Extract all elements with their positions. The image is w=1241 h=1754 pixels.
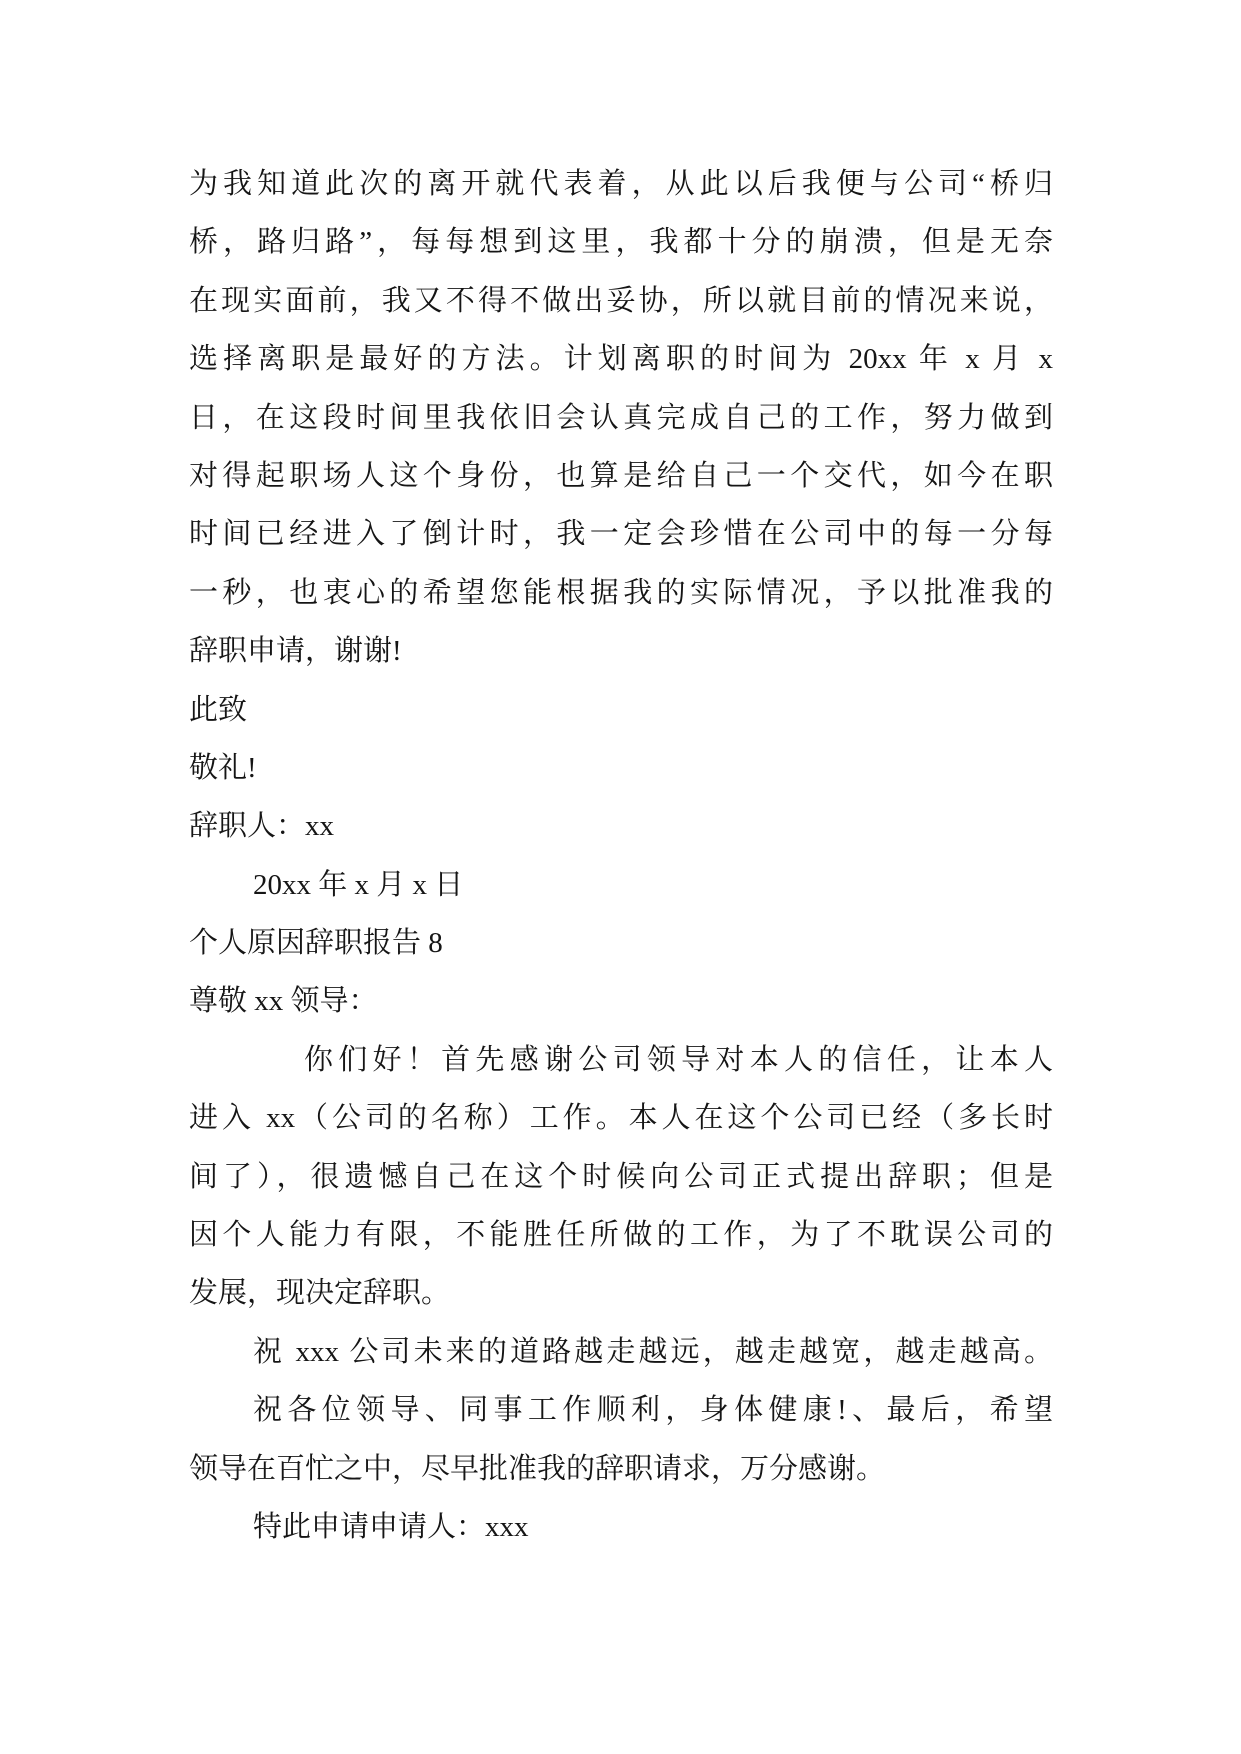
signer-line: 辞职人：xx bbox=[189, 810, 335, 843]
text-line: 为我知道此次的离开就代表着，从此以后我便与公司“桥归 bbox=[189, 168, 1053, 200]
text-line: 选择离职是最好的方法。计划离职的时间为 20xx 年 x 月 x bbox=[189, 343, 1053, 376]
section-title: 个人原因辞职报告 8 bbox=[189, 927, 443, 960]
text-line: 一秒，也衷心的希望您能根据我的实际情况，予以批准我的 bbox=[189, 576, 1053, 609]
closing-salute: 敬礼! bbox=[189, 751, 257, 784]
document-body bbox=[189, 155, 1053, 1556]
letter-7-final-paragraph bbox=[189, 155, 1053, 681]
text-line: 在现实面前，我又不得不做出妥协，所以就目前的情况来说， bbox=[189, 284, 1053, 317]
salutation: 尊敬 xx 领导： bbox=[189, 985, 378, 1018]
letter-8-paragraph-2: 祝 xxx 公司未来的道路越走越远，越走越宽，越走越高。 bbox=[253, 1335, 1053, 1368]
signoff-line: 特此申请申请人：xxx bbox=[253, 1510, 529, 1543]
text-line: 对得起职场人这个身份，也算是给自己一个交代，如今在职 bbox=[189, 459, 1053, 492]
text-line: 桥，路归路”，每每想到这里，我都十分的崩溃，但是无奈 bbox=[189, 226, 1053, 259]
text-line: 领导在百忙之中，尽早批准我的辞职请求，万分感谢。 bbox=[189, 1452, 886, 1485]
text-line: 发展，现决定辞职。 bbox=[189, 1277, 451, 1310]
text-line: 进入 xx（公司的名称）工作。本人在这个公司已经（多长时 bbox=[189, 1102, 1053, 1135]
text-line: 辞职申请，谢谢! bbox=[189, 635, 402, 668]
text-line: 日，在这段时间里我依旧会认真完成自己的工作，努力做到 bbox=[189, 401, 1053, 434]
text-line: 你们好！首先感谢公司领导对本人的信任，让本人 bbox=[304, 1043, 1053, 1076]
text-line: 因个人能力有限，不能胜任所做的工作，为了不耽误公司的 bbox=[189, 1219, 1053, 1252]
text-line: 祝各位领导、同事工作顺利，身体健康!、最后，希望 bbox=[253, 1394, 1053, 1427]
text-line: 时间已经进入了倒计时，我一定会珍惜在公司中的每一分每 bbox=[189, 518, 1053, 551]
date-line: 20xx 年 x 月 x 日 bbox=[253, 868, 464, 901]
letter-8-paragraph-3 bbox=[189, 1381, 1053, 1498]
letter-8-paragraph-1 bbox=[189, 1031, 1053, 1323]
closing-phrase: 此致 bbox=[189, 693, 248, 726]
text-line: 间了），很遗憾自己在这个时候向公司正式提出辞职；但是 bbox=[189, 1160, 1053, 1193]
